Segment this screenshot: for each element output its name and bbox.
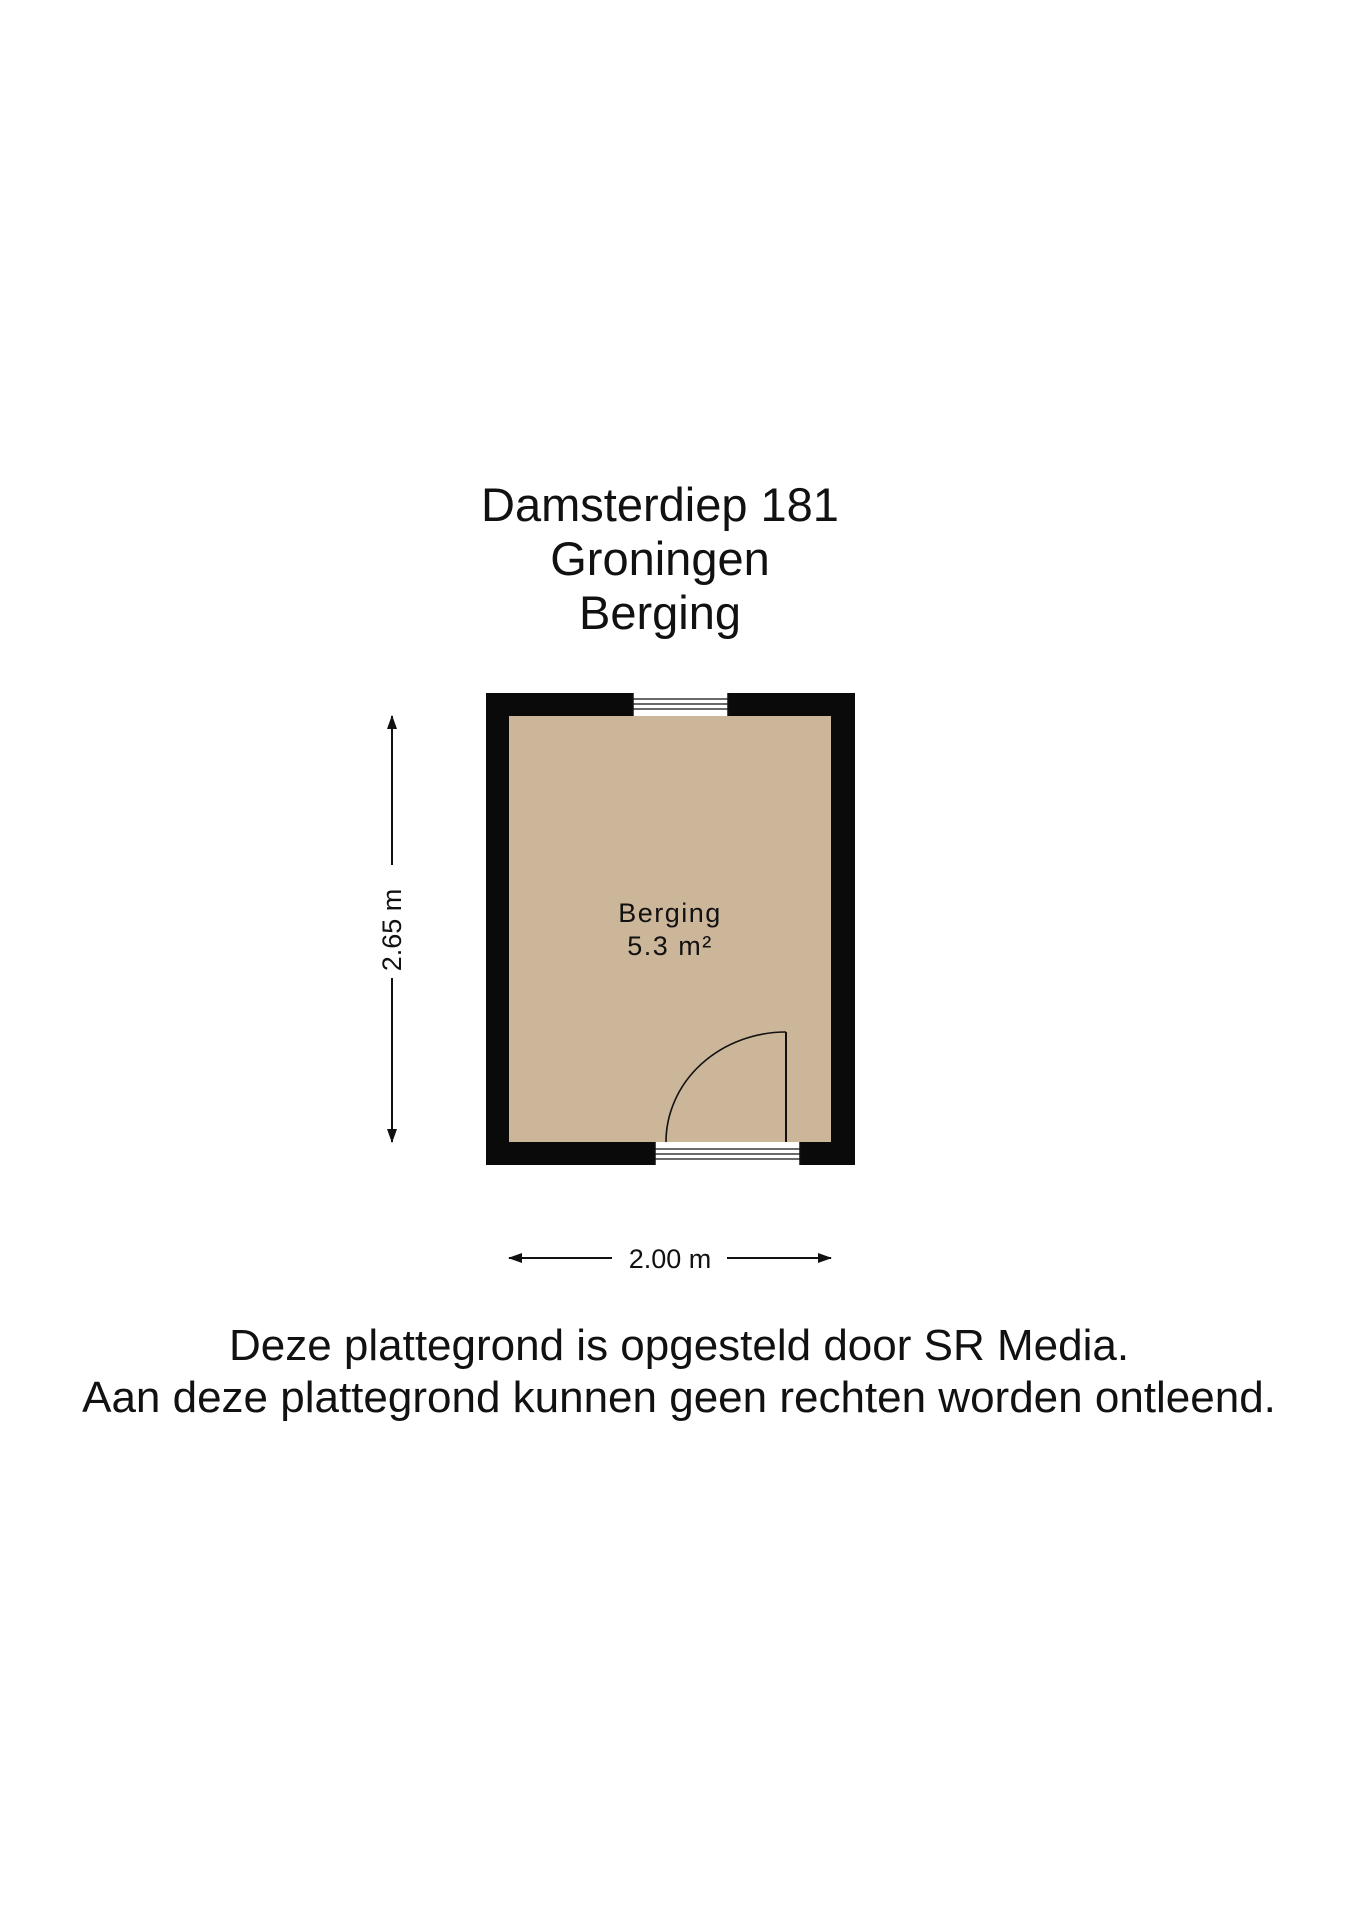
width-dimension-label: 2.00 m — [628, 1244, 712, 1274]
address-title: Damsterdiep 181 — [481, 478, 839, 531]
height-dimension-label: 2.65 m — [377, 888, 407, 972]
floor-title: Berging — [579, 586, 741, 639]
city-title: Groningen — [550, 532, 770, 585]
height-dimension — [377, 716, 407, 1142]
room-floor — [509, 716, 831, 1142]
room-area: 5.3 m² — [627, 931, 713, 961]
door-opening — [655, 1142, 800, 1165]
disclaimer — [0, 1320, 1358, 1424]
window-top — [633, 693, 728, 716]
disclaimer-line-1: Deze plattegrond is opgesteld door SR Media. — [228, 1321, 1130, 1370]
room-name: Berging — [618, 898, 722, 928]
disclaimer-line-2: Aan deze plattegrond kunnen geen rechten worden ontleend. — [82, 1373, 1276, 1422]
width-dimension — [509, 1244, 831, 1274]
